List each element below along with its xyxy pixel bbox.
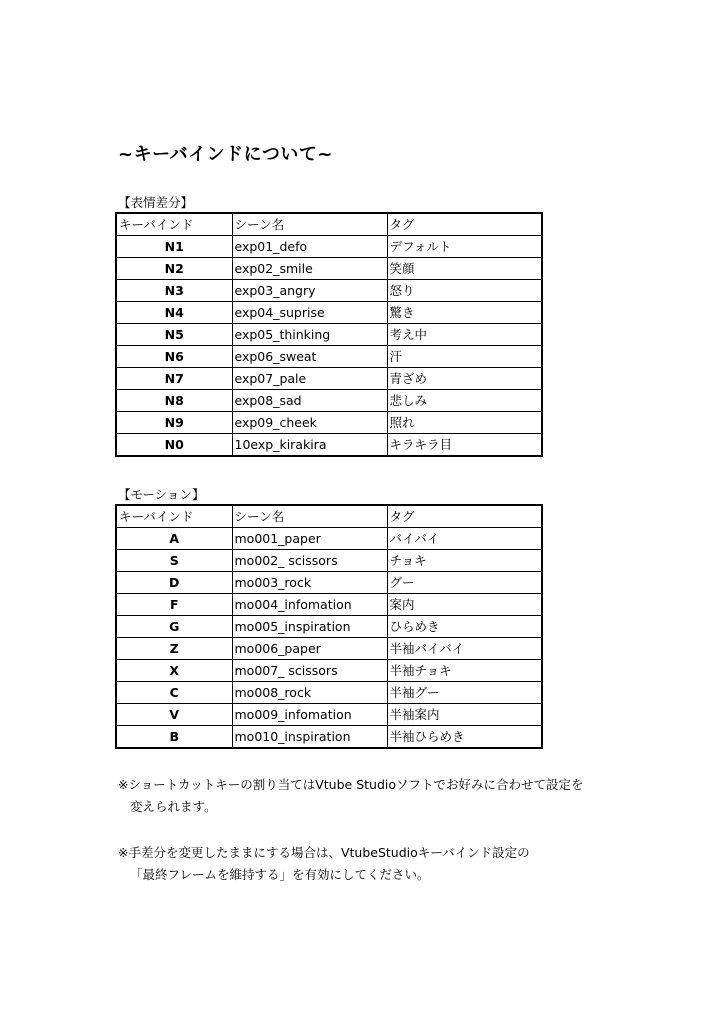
- tag-cell: チョキ: [387, 550, 542, 572]
- motions-row: [116, 638, 542, 660]
- scene-name-cell: exp07_pale: [232, 368, 387, 390]
- motions-row: [116, 528, 542, 550]
- expressions-row: [116, 390, 542, 412]
- note-shortcut-line1: ※ショートカットキーの割り当てはVtube Studioソフトでお好みに合わせて設定を: [118, 777, 584, 792]
- expressions-row: [116, 302, 542, 324]
- motions-table: [115, 504, 543, 749]
- expressions-header-cell: タグ: [387, 213, 542, 236]
- scene-name-cell: exp05_thinking: [232, 324, 387, 346]
- scene-name-cell: exp04_suprise: [232, 302, 387, 324]
- scene-name-cell: mo003_rock: [232, 572, 387, 594]
- keybind-cell: S: [116, 550, 232, 572]
- tag-cell: 悲しみ: [387, 390, 542, 412]
- expressions-table: [115, 212, 543, 457]
- keybind-cell: N0: [116, 434, 232, 457]
- motions-header-row: [116, 505, 542, 528]
- tag-cell: 汗: [387, 346, 542, 368]
- expressions-row: [116, 346, 542, 368]
- page-title: ~キーバインドについて~: [118, 144, 333, 165]
- scene-name-cell: mo001_paper: [232, 528, 387, 550]
- tag-cell: 半袖ひらめき: [387, 726, 542, 749]
- expressions-row: [116, 280, 542, 302]
- tag-cell: 怒り: [387, 280, 542, 302]
- keybind-cell: F: [116, 594, 232, 616]
- keybind-cell: Z: [116, 638, 232, 660]
- keybind-cell: N3: [116, 280, 232, 302]
- tag-cell: 驚き: [387, 302, 542, 324]
- motions-section-label: 【モーション】: [118, 487, 205, 502]
- expressions-header-cell: キーバインド: [116, 213, 232, 236]
- scene-name-cell: mo009_infomation: [232, 704, 387, 726]
- motions-row: [116, 572, 542, 594]
- keybind-cell: N7: [116, 368, 232, 390]
- motions-row: [116, 682, 542, 704]
- expressions-row: [116, 258, 542, 280]
- tag-cell: 半袖バイバイ: [387, 638, 542, 660]
- keybind-cell: D: [116, 572, 232, 594]
- expressions-row: [116, 434, 542, 457]
- motions-header-cell: シーン名: [232, 505, 387, 528]
- keybind-cell: N4: [116, 302, 232, 324]
- scene-name-cell: 10exp_kirakira: [232, 434, 387, 457]
- note-shortcut-line2: 変えられます。: [130, 799, 217, 814]
- motions-row: [116, 550, 542, 572]
- tag-cell: 笑顔: [387, 258, 542, 280]
- note-hand-line2: 「最終フレームを維持する」を有効にしてください。: [130, 867, 430, 882]
- expressions-section-label: 【表情差分】: [118, 195, 194, 210]
- keybind-cell: N8: [116, 390, 232, 412]
- scene-name-cell: exp02_smile: [232, 258, 387, 280]
- scene-name-cell: mo008_rock: [232, 682, 387, 704]
- tag-cell: 半袖チョキ: [387, 660, 542, 682]
- keybind-cell: V: [116, 704, 232, 726]
- expressions-row: [116, 368, 542, 390]
- tag-cell: 照れ: [387, 412, 542, 434]
- scene-name-cell: mo007_ scissors: [232, 660, 387, 682]
- expressions-header-cell: シーン名: [232, 213, 387, 236]
- tag-cell: デフォルト: [387, 236, 542, 258]
- scene-name-cell: exp01_defo: [232, 236, 387, 258]
- keybind-cell: A: [116, 528, 232, 550]
- expressions-row: [116, 412, 542, 434]
- motions-row: [116, 594, 542, 616]
- motions-row: [116, 726, 542, 749]
- scene-name-cell: mo006_paper: [232, 638, 387, 660]
- tag-cell: 半袖グー: [387, 682, 542, 704]
- motions-row: [116, 616, 542, 638]
- scene-name-cell: exp08_sad: [232, 390, 387, 412]
- scene-name-cell: exp09_cheek: [232, 412, 387, 434]
- scene-name-cell: mo002_ scissors: [232, 550, 387, 572]
- expressions-row: [116, 236, 542, 258]
- tag-cell: 考え中: [387, 324, 542, 346]
- keybind-cell: N1: [116, 236, 232, 258]
- tag-cell: 案内: [387, 594, 542, 616]
- motions-row: [116, 704, 542, 726]
- note-hand-line1: ※手差分を変更したままにする場合は、VtubeStudioキーバインド設定の: [118, 845, 530, 860]
- keybind-cell: C: [116, 682, 232, 704]
- tag-cell: バイバイ: [387, 528, 542, 550]
- keybind-cell: N9: [116, 412, 232, 434]
- tag-cell: 青ざめ: [387, 368, 542, 390]
- keybind-cell: B: [116, 726, 232, 749]
- expressions-row: [116, 324, 542, 346]
- expressions-header-row: [116, 213, 542, 236]
- scene-name-cell: mo005_inspiration: [232, 616, 387, 638]
- motions-header-cell: タグ: [387, 505, 542, 528]
- tag-cell: キラキラ目: [387, 434, 542, 457]
- tag-cell: グー: [387, 572, 542, 594]
- keybind-cell: X: [116, 660, 232, 682]
- keybind-cell: N5: [116, 324, 232, 346]
- keybind-cell: N2: [116, 258, 232, 280]
- scene-name-cell: mo004_infomation: [232, 594, 387, 616]
- motions-row: [116, 660, 542, 682]
- scene-name-cell: exp03_angry: [232, 280, 387, 302]
- tag-cell: 半袖案内: [387, 704, 542, 726]
- note-shortcut: [118, 774, 584, 818]
- keybind-cell: N6: [116, 346, 232, 368]
- keybind-cell: G: [116, 616, 232, 638]
- tag-cell: ひらめき: [387, 616, 542, 638]
- note-hand-variation: [118, 842, 530, 886]
- scene-name-cell: mo010_inspiration: [232, 726, 387, 749]
- motions-header-cell: キーバインド: [116, 505, 232, 528]
- scene-name-cell: exp06_sweat: [232, 346, 387, 368]
